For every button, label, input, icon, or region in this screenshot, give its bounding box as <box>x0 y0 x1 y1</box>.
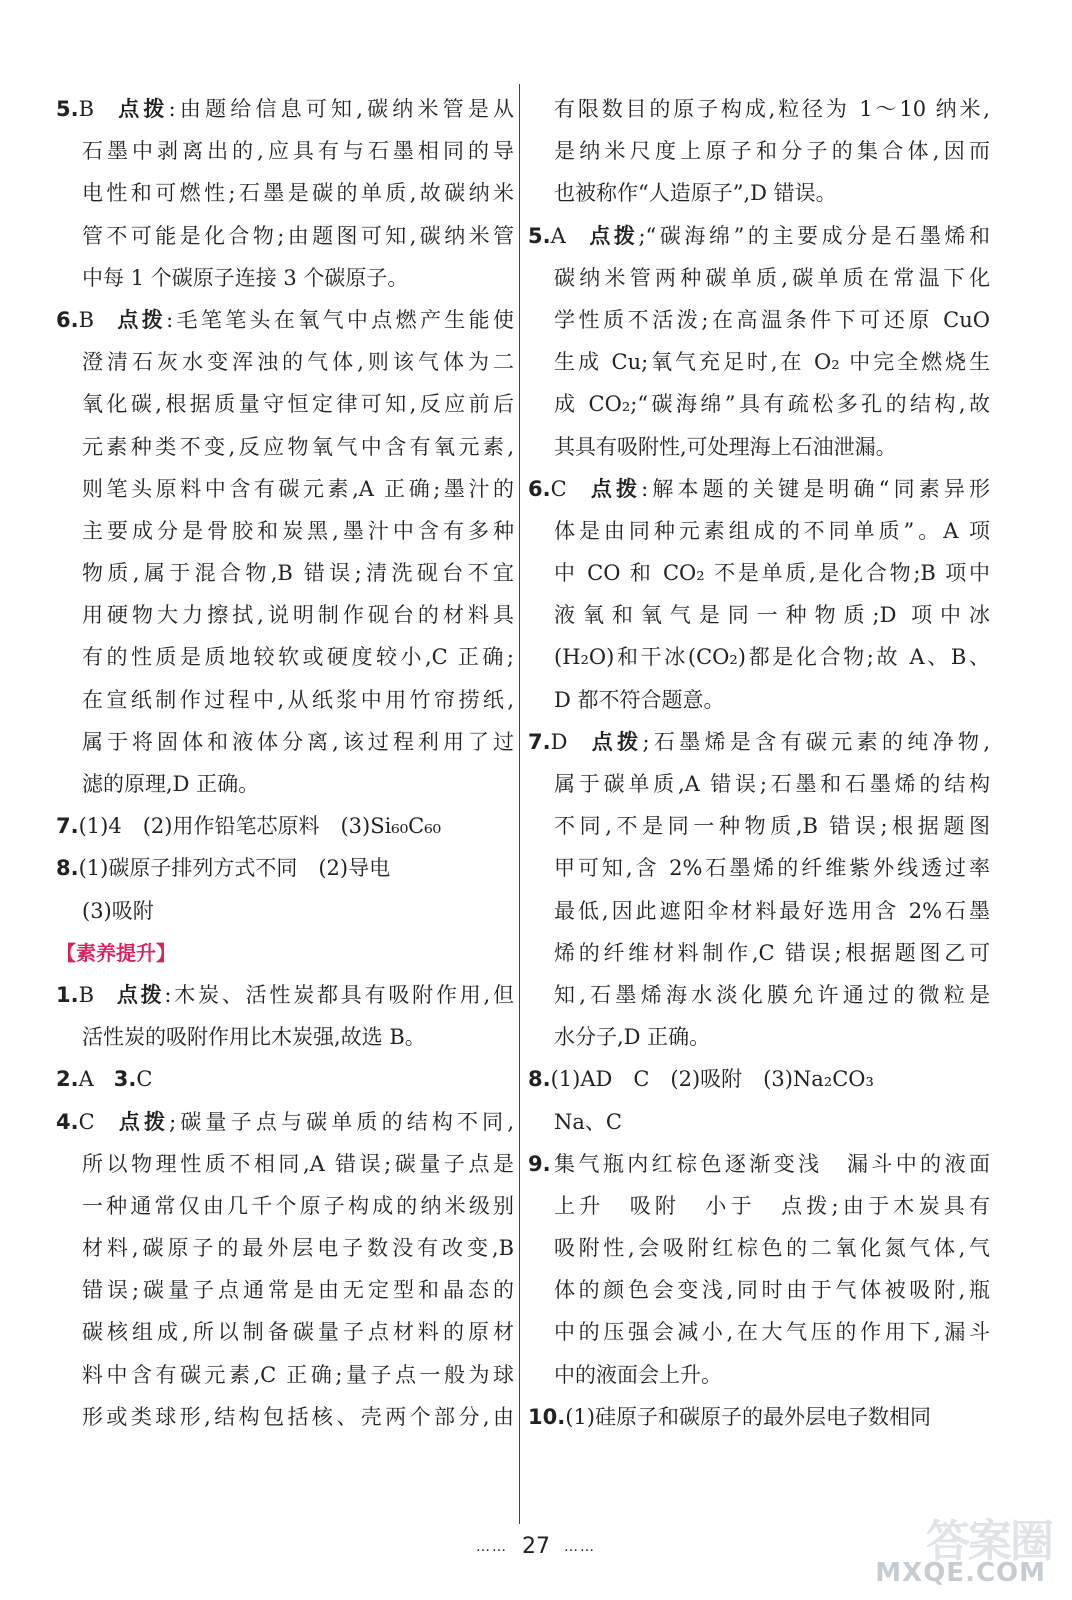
text-line: 中的液面会上升。 <box>554 1362 722 1387</box>
text-line: 其具有吸附性,可处理海上石油泄漏。 <box>554 434 897 459</box>
text-line: 属于将固体和液体分离,该过程利用了过 <box>82 729 514 754</box>
text-line: 8.(1)碳原子排列方式不同 (2)导电 <box>56 856 391 881</box>
text-line: 9.集气瓶内红棕色逐渐变浅 漏斗中的液面 <box>528 1151 990 1176</box>
text-line: 知,石墨烯海水淡化膜允许通过的微粒是 <box>554 982 990 1007</box>
left-column <box>56 88 514 1438</box>
section-heading: 【素养提升】 <box>56 940 176 965</box>
text-line: 1.B 点拨:木炭、活性炭都具有吸附作用,但 <box>56 974 514 1016</box>
text-line: 主要成分是骨胶和炭黑,墨汁中含有多种 <box>82 518 514 543</box>
text-line: 水分子,D 正确。 <box>554 1025 711 1050</box>
text-line: 中 CO 和 CO₂ 不是单质,是化合物;B 项中 <box>554 561 990 586</box>
text-line: 烯的纤维材料制作,C 错误;根据题图乙可 <box>554 940 990 965</box>
item-number: 6. <box>56 307 79 332</box>
text-line: 中的压强会减小,在大气压的作用下,漏斗 <box>554 1320 990 1345</box>
item-number: 2. <box>56 1067 79 1092</box>
text-line: 10.(1)硅原子和碳原子的最外层电子数相同 <box>528 1404 931 1429</box>
text-line: 6.B 点拨:毛笔笔头在氧气中点燃产生能使 <box>56 299 514 341</box>
tip-label: 点拨 <box>114 982 165 1007</box>
text-line: 管不可能是化合物;由题图可知,碳纳米管 <box>82 223 514 248</box>
text-line: 中每 1 个碳原子连接 3 个碳原子。 <box>82 265 409 290</box>
text-line: 属于碳单质,A 错误;石墨和石墨烯的结构 <box>554 772 990 796</box>
item-answer: C <box>136 1067 153 1092</box>
text-line: 电性和可燃性;石墨是碳的单质,故碳纳米 <box>82 181 514 206</box>
watermark-text: 答案圈 <box>926 1516 1052 1567</box>
text-line: 也被称作“人造原子”,D 错误。 <box>554 181 837 206</box>
item-answer: B <box>78 982 95 1007</box>
text-line: 一种通常仅由几千个原子构成的纳米级别 <box>82 1193 514 1218</box>
text-line: 有限数目的原子构成,粒径为 1～10 纳米, <box>554 97 990 121</box>
text-line: 料中含有碳元素,C 正确;量子点一般为球 <box>82 1362 514 1387</box>
text-line: 则笔头原料中含有碳元素,A 正确;墨汁的 <box>82 476 514 501</box>
text-line: 学性质不活泼;在高温条件下可还原 CuO <box>554 307 990 332</box>
item-answer: B <box>78 307 95 332</box>
text-line: 生成 Cu;氧气充足时,在 O₂ 中完全燃烧生 <box>554 350 990 375</box>
item-answer: C <box>78 1109 95 1134</box>
text-line: 滤的原理,D 正确。 <box>82 772 260 796</box>
item-number: 8. <box>528 1067 551 1092</box>
item-number: 5. <box>528 223 551 248</box>
item-number: 7. <box>528 729 551 754</box>
text-line: 是纳米尺度上原子和分子的集合体,因而 <box>554 139 990 164</box>
text-line: 成 CO₂;“碳海绵”具有疏松多孔的结构,故 <box>554 392 990 417</box>
text-line: 错误;碳量子点通常是由无定型和晶态的 <box>82 1278 514 1303</box>
text-line: 不同,不是同一种物质,B 错误;根据题图 <box>554 814 990 839</box>
text-line: 4.C 点拨;碳量子点与碳单质的结构不同, <box>56 1101 514 1143</box>
text-line <box>56 1058 514 1100</box>
text-line: 最低,因此遮阳伞材料最好选用含 2%石墨 <box>554 898 990 923</box>
text-line: 在宣纸制作过程中,从纸浆中用竹帘捞纸, <box>82 687 514 712</box>
text-line: 体的颜色会变浅,同时由于气体被吸附,瓶 <box>554 1278 990 1303</box>
item-number: 6. <box>528 476 551 501</box>
item-answer: A <box>78 1067 94 1092</box>
column-divider <box>519 84 520 1524</box>
text-line: (H₂O)和干冰(CO₂)都是化合物;故 A、B、 <box>554 645 990 670</box>
text-line: 石墨中剥离出的,应具有与石墨相同的导 <box>82 139 514 164</box>
watermark-url: MXQE.COM <box>875 1558 1046 1588</box>
text-line: 活性炭的吸附作用比木炭强,故选 B。 <box>82 1025 426 1050</box>
tip-label: 点拨 <box>114 307 167 332</box>
text-line: 所以物理性质不相同,A 错误;碳量子点是 <box>82 1151 514 1176</box>
tip-label: 点拨 <box>586 476 642 501</box>
text-line: 碳核组成,所以制备碳量子点材料的原材 <box>82 1320 514 1345</box>
text-line: Na、C <box>554 1109 622 1134</box>
item-number: 9. <box>528 1151 551 1176</box>
tip-label: 点拨 <box>114 1109 170 1134</box>
right-column <box>528 88 990 1438</box>
text-line: 用硬物大力擦拭,说明制作砚台的材料具 <box>82 603 514 628</box>
item-answer: A <box>550 223 566 248</box>
tip-label: 点拨 <box>585 223 639 248</box>
item-number: 1. <box>56 982 79 1007</box>
item-number: 8. <box>56 856 79 881</box>
text-line: 吸附性,会吸附红棕色的二氧化氮气体,气 <box>554 1236 990 1261</box>
text-line: 5.A 点拨;“碳海绵”的主要成分是石墨烯和 <box>528 215 990 257</box>
text-line: 元素种类不变,反应物氧气中含有氧元素, <box>82 434 514 459</box>
item-number: 3. <box>113 1067 137 1092</box>
item-answer: B <box>78 97 95 121</box>
text-line: (3)吸附 <box>82 898 154 923</box>
text-line: 材料,碳原子的最外层电子数没有改变,B <box>82 1236 514 1261</box>
tip-label: 点拨 <box>114 97 169 121</box>
text-line: 体是由同种元素组成的不同单质”。A 项 <box>554 518 990 543</box>
text-line: 氧化碳,根据质量守恒定律可知,反应前后 <box>82 392 514 417</box>
text-line: 甲可知,含 2%石墨烯的纤维紫外线透过率 <box>554 856 990 881</box>
text-line: 6.C 点拨:解本题的关键是明确“同素异形 <box>528 468 990 510</box>
item-answer: D <box>550 729 568 754</box>
item-number: 4. <box>56 1109 79 1134</box>
item-answer: C <box>550 476 567 501</box>
text-line: D 都不符合题意。 <box>554 687 725 712</box>
item-number: 5. <box>56 97 79 121</box>
text-line: 澄清石灰水变浑浊的气体,则该气体为二 <box>82 350 514 375</box>
text-line: 液氧和氧气是同一种物质;D 项中冰 <box>554 603 990 628</box>
page-number: 27 <box>522 1534 550 1559</box>
text-line: 7.(1)4 (2)用作铅笔芯原料 (3)Si₆₀C₆₀ <box>56 814 442 839</box>
text-line: 7.D 点拨;石墨烯是含有碳元素的纯净物, <box>528 721 990 763</box>
text-line: 5.B 点拨:由题给信息可知,碳纳米管是从 <box>56 88 514 130</box>
text-line: 有的性质是质地较软或硬度较小,C 正确; <box>82 645 514 670</box>
text-line: 形或类球形,结构包括核、壳两个部分,由 <box>82 1404 514 1429</box>
footer-dots: …… <box>564 1539 596 1555</box>
item-number: 7. <box>56 814 79 839</box>
text-line: 物质,属于混合物,B 错误;清洗砚台不宜 <box>82 561 514 586</box>
text-line: 上升 吸附 小于 点拨;由于木炭具有 <box>554 1193 990 1218</box>
watermark-logo <box>872 1505 1052 1590</box>
text-line: 8.(1)AD C (2)吸附 (3)Na₂CO₃ <box>528 1067 874 1092</box>
text-line: 碳纳米管两种碳单质,碳单质在常温下化 <box>554 265 990 290</box>
footer-dots: …… <box>476 1539 508 1555</box>
tip-label: 点拨 <box>587 729 643 754</box>
item-number: 10. <box>528 1404 566 1429</box>
